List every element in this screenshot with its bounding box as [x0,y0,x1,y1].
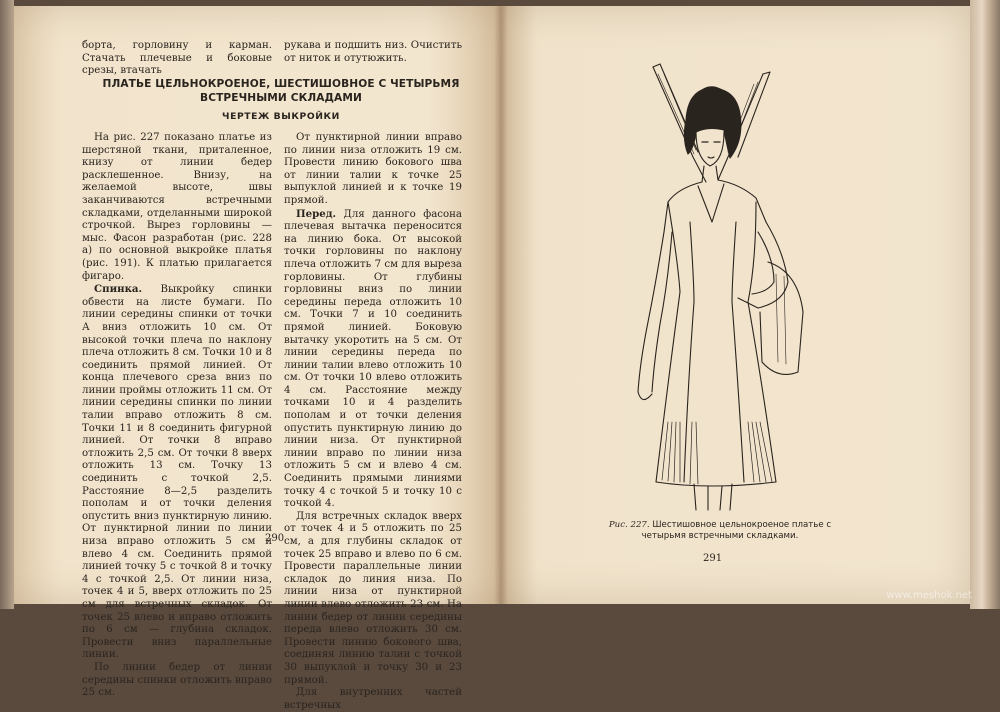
paragraph [284,208,462,511]
page-number-right: 291 [703,553,723,564]
paragraph [82,283,272,662]
continued-text-col2: рукава и подшить низ. Очистить от ниток и отутюжить. [284,40,462,64]
continued-text-col1: борта, горловину и карман. Стачать плечевые и боковые срезы, втачать [82,40,272,77]
dress-illustration-icon [598,62,828,512]
paragraph-lead: Спинка. [94,283,143,296]
text-column-1 [82,132,272,700]
section-heading-line2: ВСТРЕЧНЫМИ СКЛАДАМИ [200,92,362,104]
book-edge-left [0,0,14,609]
watermark: www.meshok.net [886,590,972,601]
figure-caption-prefix: Рис. 227. [608,520,650,530]
text-column-2 [284,132,462,712]
figure-caption-text: Шестишовное цельнокроеное платье с четырьмя встречными складками. [641,520,832,541]
book-gutter [494,6,508,604]
paragraph: Для внутренних частей встречных [284,687,462,711]
paragraph-lead: Перед. [296,207,337,220]
page-number-left: 290 [265,533,285,544]
section-subheading: ЧЕРТЕЖ ВЫКРОЙКИ [222,111,340,122]
book-edge-right [970,0,1000,609]
paragraph-body: Для данного фасона плечевая вытачка переносится на линию бока. От высокой точки горловины по наклону плеча отложить 7 см для выреза горловины. От глубины горловины вниз по линии середины переда отложить 10 см. Точки 7 и 10 соединить прямой линией. Боковую вытачку укоротить на 5 см. От линии середины переда по линии талии влево отложить 10 см. От точки 10 влево отложить 4 см. Расстояние между точками 10 и 4 разделить пополам и от точки деления опустить пунктирную линию до линии низа. От пунктирной линии вправо по линии низа отложить 5 см и влево 4 см. Соединить прямыми линиями точку 4 с точкой 5 и точку 10 с точкой 4. [284,208,462,510]
paragraph: От пунктирной линии вправо по линии низа отложить 19 см. Провести линию бокового шва от линии талии к точке 25 выпуклой линией и к точке 19 прямой. [284,132,462,206]
paragraph: На рис. 227 показано платье из шерстяной ткани, приталенное, книзу от линии бедер расклешенное. Внизу, на желаемой высоте, швы заканчиваются встречными складками, отделанными широкой строчкой. Вырез горловины — мыс. Фасон разработан (рис. 228 а) по основной выкройке платья (рис. 191). К платью прилагается фигаро. [82,132,272,282]
figure-caption [600,520,840,542]
section-heading-line1: ПЛАТЬЕ ЦЕЛЬНОКРОЕНОЕ, ШЕСТИШОВНОЕ С ЧЕТЫРЬМЯ [102,78,460,90]
paragraph: По линии бедер от линии середины спинки отложить вправо 25 см. [82,661,272,699]
section-heading [96,77,466,105]
paragraph-body: Выкройку спинки обвести на листе бумаги. По линии середины спинки от точки А вниз отложить 10 см. От высокой точки плеча по наклону плеча отложить 8 см. Точки 10 и 8 соединить прямой линией. От конца плечевого среза вниз по линии проймы отложить 11 см. От линии середины спинки по линии талии вправо отложить 8 см. Точки 11 и 8 соединить фигурной линией. От точки 8 вправо отложить 2,5 см. От точки 8 вверх отложить 13 см. Точку 13 соединить с точкой 2,5. Расстояние 8—2,5 разделить пополам и от точки деления опустить вниз пунктирную линию. От пунктирной линии по линии низа вправо отложить 5 см и влево 4 см. Соединить прямой линией точку 5 с точкой 8 и точку 4 с точкой 2,5. От линии низа, точек 4 и 5, вверх отложить по 25 см для встречных складок. От точек 25 влево и вправо отложить по 6 см — глубина складок. Провести вниз параллельные линии. [82,284,272,661]
paragraph: Для встречных складок вверх от точек 4 и 5 отложить по 25 см, а для глубины складок от точек 25 вправо и влево по 6 см. Провести параллельные линии складок до линия низа. По линии низа от пунктирной линии влево отложить 23 см. На линии бедер от линии середины переда влево отложить 30 см. Провести линию бокового шва, соединяя линию талии с точкой 30 выпуклой и точку 30 и 23 прямой. [284,510,462,686]
